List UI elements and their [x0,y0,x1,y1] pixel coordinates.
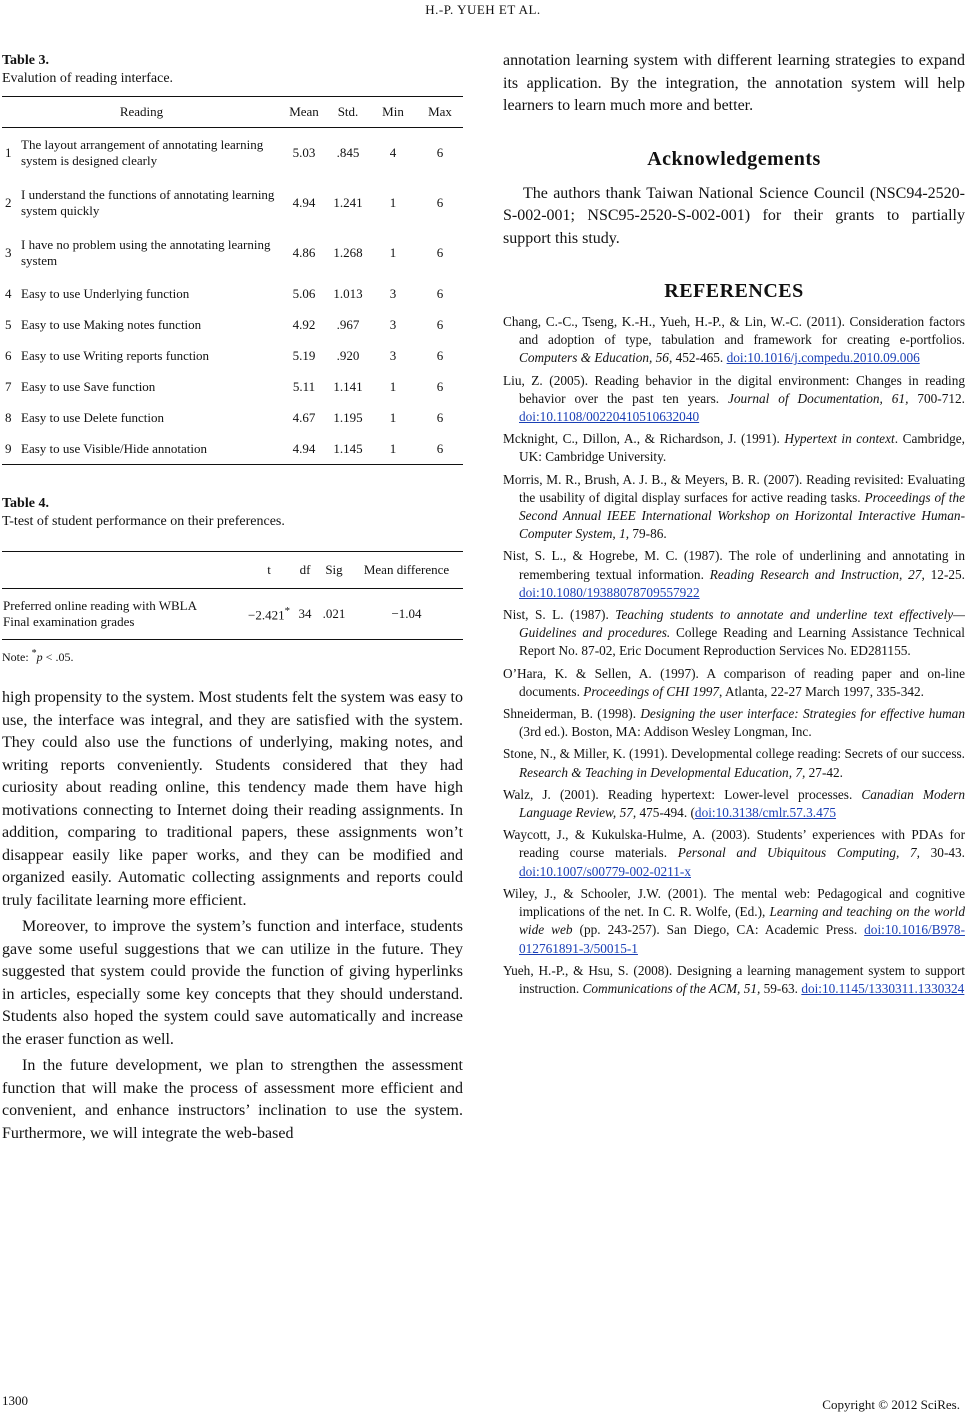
table4-header-row [2,552,463,589]
reference-text: , Atlanta, 22-27 March 1997, 335-342. [719,683,925,699]
table3-col-min: Min [369,97,417,128]
reference-source: Communications of the ACM, 51, [582,980,761,996]
table4-title: T-test of student performance on their preferences. [2,514,285,529]
reference-doi-link[interactable]: doi:10.1016/B978-012761891-3/50015-1 [519,922,965,956]
table3-row-mean: 4.67 [292,409,316,425]
table4-label: Table 4. [2,496,49,511]
table3-row-min: 1 [389,440,397,456]
table3-row-mean: 4.86 [292,245,316,260]
reference-source: Journal of Documentation, 61, [728,390,909,406]
reference-text: Morris, M. R., Brush, A. J. B., & Meyers, B. R. (2007). Reading revisited: Evaluating the usability of digital display surfaces for active reading tasks. [503,471,965,505]
table4-mean-diff-value: −1.04 [391,606,422,621]
table3-row-mean: 4.94 [292,195,316,210]
table3-row-number: 2 [5,195,12,210]
table3-row-number: 5 [5,316,12,332]
table3-row-min: 3 [389,285,397,301]
reference-item [503,372,965,427]
reference-item [503,962,965,998]
reference-text: Yueh, H.-P., & Hsu, S. (2008). Designing a learning management system to support instruction. [503,962,965,996]
body-paragraph-3: In the future development, we plan to strengthen the assessment function that will make the process of assessment more efficient and convenient, and enhance instructors’ inclination to use the system. Furthermore, we will integrate the web-based [2,1057,463,1142]
table4-t-number: −2.421 [247,607,285,623]
reference-item [503,885,965,958]
reference-item [503,606,965,661]
reference-text: 700-712. [908,390,965,406]
table-row [2,340,463,371]
left-column [2,52,463,1145]
table4-col-sig: Sig [318,552,350,589]
reference-list [503,313,965,998]
reference-doi-link[interactable]: doi:10.3138/cmlr.57.3.475 [694,805,837,821]
table3-col-std: Std. [327,97,369,128]
table3-row-max: 6 [436,409,444,425]
table3-row-max: 6 [436,440,444,456]
table4-sig-value: .021 [322,606,346,621]
reference-doi-link[interactable]: doi:10.1016/j.compedu.2010.09.006 [726,350,920,366]
table3-col-mean: Mean [281,97,327,128]
table3-row-mean: 5.03 [292,145,316,160]
table3-row-number: 7 [5,378,12,394]
table-row [2,371,463,402]
reference-text: Mcknight, C., Dillon, A., & Richardson, J. (1991). [503,431,785,447]
reference-item [503,665,965,701]
table4-col-blank [2,552,246,589]
table3-row-item: Easy to use Visible/Hide annotation [21,440,208,456]
table3-row-max: 6 [436,245,444,260]
reference-text: Waycott, J., & Kukulska-Hulme, A. (2003). Students’ experiences with PDAs for reading course materials. [503,827,965,861]
table3-row-std: .967 [336,316,360,332]
table3-row-min: 1 [389,195,397,210]
table-row [2,228,463,278]
table3-row-number: 4 [5,285,12,301]
table3-row-max: 6 [436,316,444,332]
table-row [2,589,463,640]
body-paragraph-1: high propensity to the system. Most students felt the system was easy to use, the interface was integral, and they are satisfied with the system. They could also use the functions of underlying, making notes, and writing reports conveniently. Students considered that they had curiosity about reading online, this tendency made them have high motivations connecting to Internet doing their reading assignments. In addition, comparing to traditional papers, these assignments won’t disappear easily like paper works, and they can be modified and organized easily. Automatic collecting assignments and reports could truly facilitate learning more efficient. [2,689,463,909]
table3-row-min: 1 [389,378,397,394]
table3 [2,96,463,465]
table4-col-df: df [292,552,318,589]
table3-row-number: 8 [5,409,12,425]
reference-source: Teaching students to annotate and underline text effectively—Guidelines and procedures. [519,607,965,641]
table4-t-sup: * [284,604,290,617]
table-row [2,309,463,340]
reference-source: Proceedings of the Second Annual IEEE International Workshop on Horizontal Interactive Human-Computer System, 1, [519,489,965,542]
reference-item [503,786,965,822]
reference-text: College Reading and Learning Assistance Technical Report No. 87-02, Eric Document Reproduction Services No. ED281155. [519,625,965,659]
table3-row-number: 9 [5,440,12,456]
table3-row-min: 1 [389,245,397,260]
table3-row-max: 6 [436,378,444,394]
body-paragraph-2: Moreover, to improve the system’s function and interface, students gave some useful suggestions that we can utilize in the future. They suggested that system could provide the function of giving hyperlinks in articles, especially some key concepts that they should understand. Students also hoped the system could save automatically and increase the eraser function as well. [2,918,463,1048]
copyright: Copyright © 2012 SciRes. [822,1397,960,1412]
reference-source: Hypertext in context [784,431,895,447]
table3-row-item: Easy to use Making notes function [21,316,202,332]
reference-source: Learning and teaching on the world wide web [519,904,965,938]
table3-row-min: 1 [389,409,397,425]
table3-row-item: Easy to use Save function [21,378,156,394]
table4-col-mean-diff: Mean difference [350,552,463,589]
table3-row-mean: 5.11 [292,378,316,394]
reference-source: Reading Research and Instruction, 27, [709,566,925,582]
table3-row-number: 6 [5,347,12,363]
reference-item [503,745,965,781]
page-number: 1300 [2,1393,28,1408]
reference-doi-link[interactable]: doi:10.1080/19388078709557922 [519,584,700,600]
table-row [2,278,463,309]
note-rest: < .05. [42,650,74,664]
reference-text: Nist, S. L. (1987). [503,607,616,623]
table-row [2,433,463,465]
table4-t-value [246,589,292,640]
reference-source: Computers & Education, 56, [519,350,673,366]
reference-text: Walz, J. (2001). Reading hypertext: Lower-level processes. [503,786,862,802]
reference-item [503,705,965,741]
reference-source: Research & Teaching in Developmental Education, 7, [519,764,806,780]
reference-doi-link[interactable]: doi:10.1007/s00779-002-0211-x [519,863,691,879]
reference-text: 79-86. [629,526,667,542]
reference-text: 475-494. ( [636,805,695,821]
reference-text: (3rd ed.). Boston, MA: Addison Wesley Longman, Inc. [519,724,812,740]
reference-text: Shneiderman, B. (1998). [503,706,641,722]
reference-item [503,547,965,602]
table4-df-value: 34 [298,606,312,621]
reference-source: Proceedings of CHI 1997 [583,683,720,699]
table4-col-t: t [246,552,292,589]
reference-text: Nist, S. L., & Hogrebe, M. C. (1987). The role of underlining and annotating in remembering textual information. [503,548,965,582]
table3-row-min: 4 [389,145,397,160]
reference-item [503,313,965,368]
table3-header-row [2,97,463,128]
reference-text: 12-25. [924,566,965,582]
body-paragraph-4: annotation learning system with different learning strategies to expand its application. By the integration, the annotation system will help learners to learn much more and better. [503,52,965,114]
references-heading: REFERENCES [664,280,804,302]
running-head: H.-P. YUEH ET AL. [425,2,541,17]
table4-note [2,648,463,665]
reference-source: Personal and Ubiquitous Computing, 7, [677,845,920,861]
table3-row-item: I understand the functions of annotating learning system quickly [21,187,275,218]
reference-source: Designing the user interface: Strategies for effective human [640,706,965,722]
table3-title: Evalution of reading interface. [2,71,174,86]
note-sup: * [31,648,37,659]
reference-item [503,826,965,881]
table4-row-label-1: Preferred online reading with WBLA [3,598,197,613]
table3-row-min: 3 [389,316,397,332]
reference-text: . Cambridge, UK: Cambridge University. [519,431,965,465]
note-prefix: Note: [2,650,32,664]
reference-text: Liu, Z. (2005). Reading behavior in the digital environment: Changes in reading behavior over the past ten years. [503,372,965,406]
table3-row-number: 3 [5,245,12,260]
reference-doi-link[interactable]: doi:10.1145/1330311.1330324 [801,980,965,996]
table3-label: Table 3. [2,53,49,68]
reference-text: Stone, N., & Miller, K. (1991). Developmental college reading: Secrets of our success. [503,746,965,762]
table3-row-std: 1.268 [333,245,363,260]
table3-row-mean: 5.06 [292,285,316,301]
acknowledgements-heading: Acknowledgements [647,147,821,170]
table3-row-std: 1.013 [333,285,363,301]
table3-row-min: 3 [389,347,397,363]
reference-item [503,471,965,544]
table3-row-item: Easy to use Writing reports function [21,347,210,363]
table3-row-max: 6 [436,145,444,160]
reference-source: Canadian Modern Language Review, 57, [519,786,965,821]
table3-row-std: .845 [336,145,360,160]
table-row [2,178,463,228]
table3-row-std: .920 [336,347,360,363]
reference-text: (pp. 243-257). San Diego, CA: Academic Press. [572,922,865,938]
table3-row-mean: 4.94 [292,440,316,456]
reference-text: 30-43. [919,845,965,861]
reference-text: 59-63. [760,980,802,996]
table3-row-mean: 5.19 [292,347,316,363]
table3-row-std: 1.145 [333,440,363,456]
table3-col-max: Max [417,97,463,128]
table3-row-number: 1 [5,145,12,160]
table3-row-std: 1.141 [333,378,363,394]
table3-row-std: 1.241 [333,195,363,210]
table3-row-max: 6 [436,347,444,363]
table3-row-item: Easy to use Delete function [21,409,164,425]
reference-text: O’Hara, K. & Sellen, A. (1997). A comparison of reading paper and on-line documents. [503,665,965,699]
table3-row-item: Easy to use Underlying function [21,285,190,301]
table-row [2,128,463,179]
table3-row-item: I have no problem using the annotating learning system [21,237,271,268]
table4-row-label-2: Final examination grades [3,614,135,629]
reference-text: Wiley, J., & Schooler, J.W. (2001). The mental web: Pedagogical and cognitive implications of the net. In C. R. Wolfe, (Ed.), [503,885,965,920]
table3-row-std: 1.195 [333,409,363,425]
table3-col-reading: Reading [2,97,281,128]
table-row [2,402,463,433]
reference-text: 452-465. [672,350,727,366]
table3-row-max: 6 [436,195,444,210]
table3-caption [2,52,463,88]
reference-text: Chang, C.-C., Tseng, K.-H., Yueh, H.-P., & Lin, W.-C. (2011). Consideration factors and adoption of type, tabulation and framework for creating e-portfolios. [503,314,965,348]
right-column [503,50,965,1002]
reference-doi-link[interactable]: doi:10.1108/00220410510632040 [519,409,700,425]
table3-row-item: The layout arrangement of annotating learning system is designed clearly [21,137,264,168]
table3-row-max: 6 [436,285,444,301]
note-p: p [36,650,43,664]
table4-caption [2,495,463,531]
table4-row-label [2,589,246,640]
acknowledgements-text: The authors thank Taiwan National Science Council (NSC94-2520-S-002-001; NSC95-2520-S-002-001) for their grants to partially support this study. [503,184,965,247]
table3-row-mean: 4.92 [292,316,316,332]
reference-item [503,430,965,466]
table4 [2,551,463,640]
reference-text: 27-42. [805,764,843,780]
